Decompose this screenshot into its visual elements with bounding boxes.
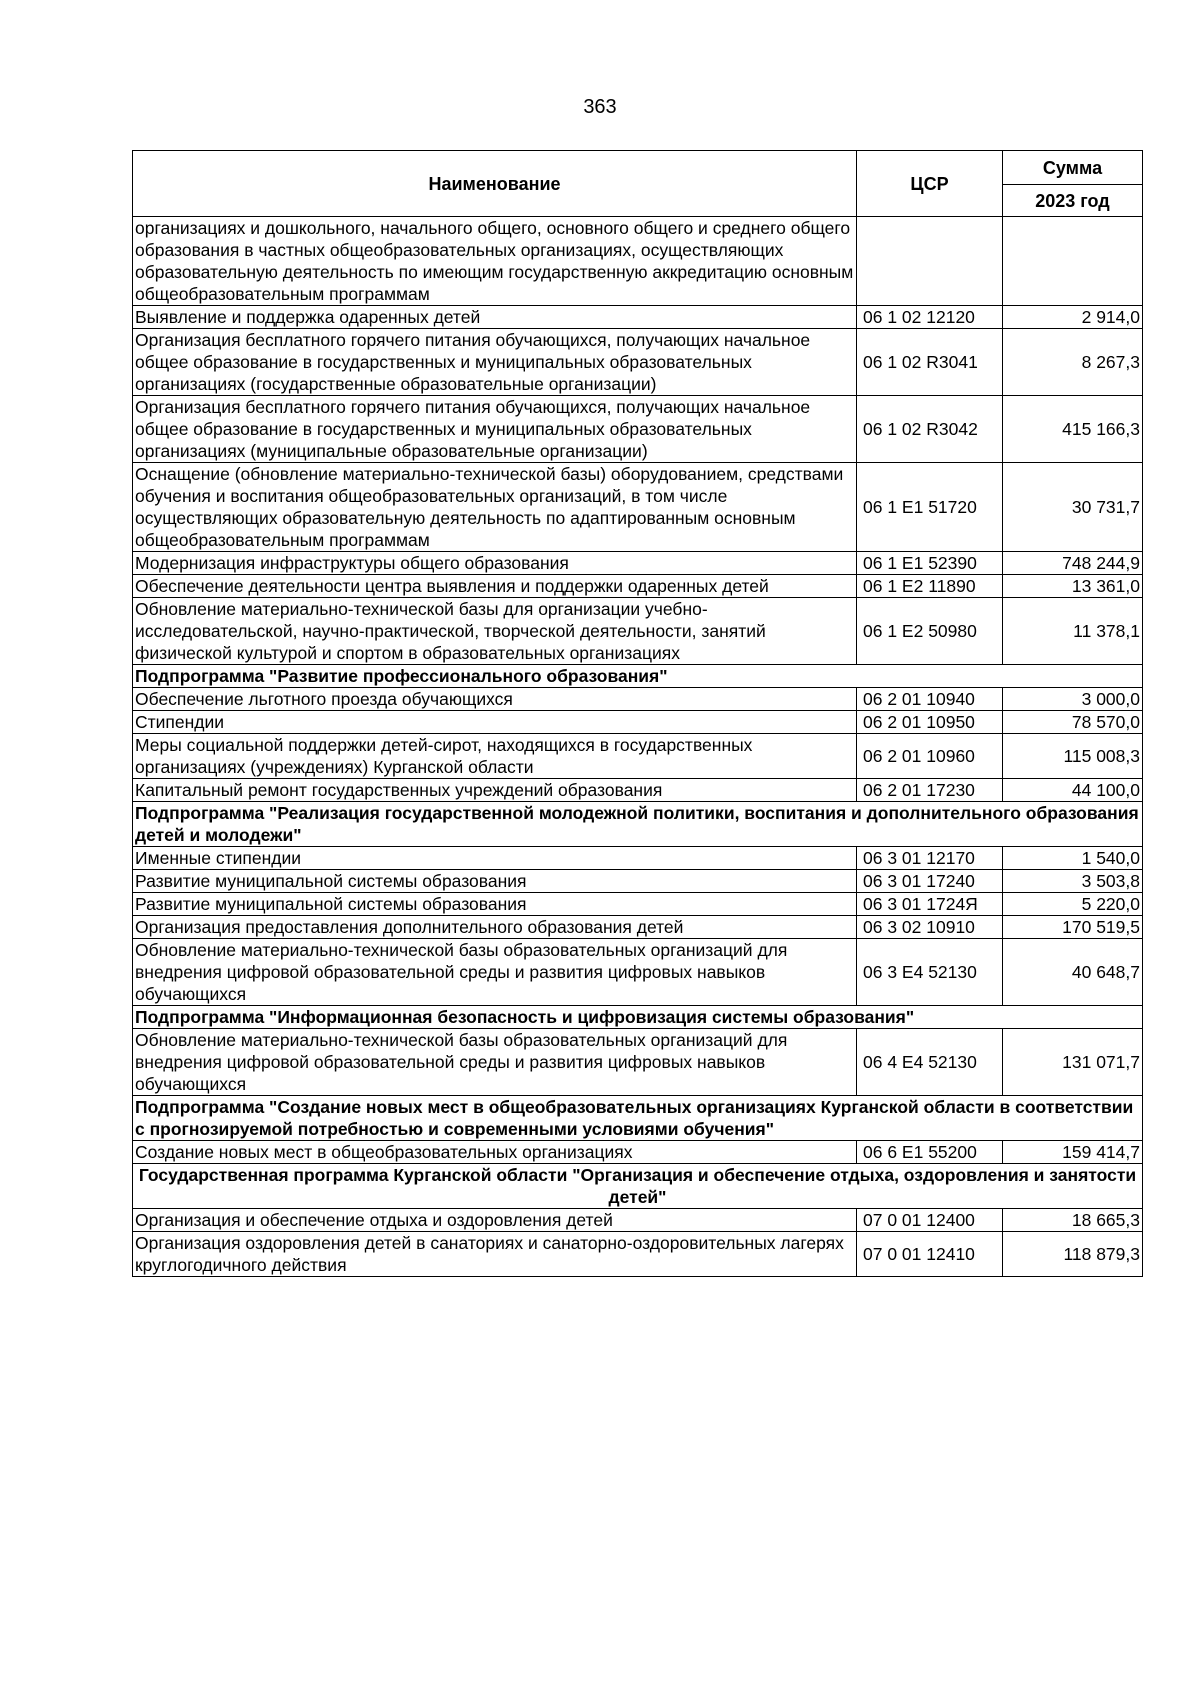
table-row	[133, 217, 1143, 306]
table-row	[133, 688, 1143, 711]
table-row	[133, 306, 1143, 329]
program-title: Государственная программа Курганской области "Организация и обеспечение отдыха, оздоровления и занятости детей"	[133, 1164, 1143, 1209]
row-csr: 06 3 01 17240	[857, 870, 1003, 893]
table-row	[133, 893, 1143, 916]
row-csr: 06 2 01 10940	[857, 688, 1003, 711]
row-sum: 13 361,0	[1003, 575, 1143, 598]
row-name: Обеспечение льготного проезда обучающихся	[133, 688, 857, 711]
row-sum: 8 267,3	[1003, 329, 1143, 396]
row-sum: 40 648,7	[1003, 939, 1143, 1006]
row-csr: 06 1 E2 50980	[857, 598, 1003, 665]
row-csr: 06 1 02 12120	[857, 306, 1003, 329]
row-sum: 131 071,7	[1003, 1029, 1143, 1096]
row-name: Обновление материально-технической базы для организации учебно-исследовательской, научно-практической, творческой деятельности, занятий физической культурой и спортом в образовательных организациях	[133, 598, 857, 665]
row-csr: 06 1 02 R3041	[857, 329, 1003, 396]
table-row	[133, 847, 1143, 870]
row-sum: 11 378,1	[1003, 598, 1143, 665]
table-row	[133, 870, 1143, 893]
table-row	[133, 916, 1143, 939]
row-csr: 06 2 01 10950	[857, 711, 1003, 734]
subprogram-row	[133, 1096, 1143, 1141]
row-name: Развитие муниципальной системы образования	[133, 893, 857, 916]
row-name: Капитальный ремонт государственных учреждений образования	[133, 779, 857, 802]
row-sum	[1003, 217, 1143, 306]
row-sum: 78 570,0	[1003, 711, 1143, 734]
row-name: Выявление и поддержка одаренных детей	[133, 306, 857, 329]
row-name: Оснащение (обновление материально-технической базы) оборудованием, средствами обучения и воспитания общеобразовательных организаций, в том числе осуществляющих образовательную деятельность по адаптированным основным общеобразовательным программам	[133, 463, 857, 552]
row-sum: 2 914,0	[1003, 306, 1143, 329]
program-row	[133, 1164, 1143, 1209]
table-row	[133, 552, 1143, 575]
subprogram-title: Подпрограмма "Создание новых мест в общеобразовательных организациях Курганской области в соответствии с прогнозируемой потребностью и современными условиями обучения"	[133, 1096, 1143, 1141]
row-name: Организация бесплатного горячего питания обучающихся, получающих начальное общее образование в государственных и муниципальных образовательных организациях (государственные образовательные организации)	[133, 329, 857, 396]
row-name: Модернизация инфраструктуры общего образования	[133, 552, 857, 575]
subprogram-row	[133, 1006, 1143, 1029]
row-name: Организация предоставления дополнительного образования детей	[133, 916, 857, 939]
row-name: Стипендии	[133, 711, 857, 734]
row-csr: 06 3 01 1724Я	[857, 893, 1003, 916]
row-csr: 06 1 02 R3042	[857, 396, 1003, 463]
table-row	[133, 1209, 1143, 1232]
row-csr: 06 6 E1 55200	[857, 1141, 1003, 1164]
row-sum: 415 166,3	[1003, 396, 1143, 463]
row-csr	[857, 217, 1003, 306]
row-csr: 06 1 E2 11890	[857, 575, 1003, 598]
row-name: Обновление материально-технической базы образовательных организаций для внедрения цифровой образовательной среды и развития цифровых навыков обучающихся	[133, 939, 857, 1006]
header-sum: Сумма	[1003, 151, 1143, 185]
row-csr: 06 3 E4 52130	[857, 939, 1003, 1006]
row-csr: 07 0 01 12410	[857, 1232, 1003, 1277]
row-sum: 159 414,7	[1003, 1141, 1143, 1164]
subprogram-title: Подпрограмма "Реализация государственной молодежной политики, воспитания и дополнительного образования детей и молодежи"	[133, 802, 1143, 847]
table-row	[133, 329, 1143, 396]
table-row	[133, 598, 1143, 665]
row-sum: 1 540,0	[1003, 847, 1143, 870]
row-name: Организация бесплатного горячего питания обучающихся, получающих начальное общее образование в государственных и муниципальных образовательных организациях (муниципальные образовательные организации)	[133, 396, 857, 463]
row-sum: 170 519,5	[1003, 916, 1143, 939]
table-row	[133, 1029, 1143, 1096]
table-row	[133, 779, 1143, 802]
table-row	[133, 939, 1143, 1006]
row-sum: 115 008,3	[1003, 734, 1143, 779]
row-csr: 06 4 E4 52130	[857, 1029, 1003, 1096]
row-sum: 18 665,3	[1003, 1209, 1143, 1232]
table-body	[133, 217, 1143, 1277]
table-row	[133, 711, 1143, 734]
row-name: Обеспечение деятельности центра выявления и поддержки одаренных детей	[133, 575, 857, 598]
table-row	[133, 396, 1143, 463]
subprogram-row	[133, 665, 1143, 688]
row-csr: 06 2 01 10960	[857, 734, 1003, 779]
row-sum: 118 879,3	[1003, 1232, 1143, 1277]
subprogram-title: Подпрограмма "Информационная безопасность и цифровизация системы образования"	[133, 1006, 1143, 1029]
table-row	[133, 1232, 1143, 1277]
row-csr: 06 3 02 10910	[857, 916, 1003, 939]
row-sum: 30 731,7	[1003, 463, 1143, 552]
budget-table	[132, 150, 1143, 1277]
row-name: Развитие муниципальной системы образования	[133, 870, 857, 893]
row-csr: 06 1 E1 51720	[857, 463, 1003, 552]
row-name: Меры социальной поддержки детей-сирот, находящихся в государственных организациях (учреждениях) Курганской области	[133, 734, 857, 779]
header-year: 2023 год	[1003, 185, 1143, 217]
table-row	[133, 463, 1143, 552]
table-row	[133, 1141, 1143, 1164]
row-csr: 06 1 E1 52390	[857, 552, 1003, 575]
page-number: 363	[583, 96, 617, 118]
row-name: организациях и дошкольного, начального общего, основного общего и среднего общего образования в частных общеобразовательных организациях, осуществляющих образовательную деятельность по имеющим государственную аккредитацию основным общеобразовательным программам	[133, 217, 857, 306]
row-csr: 06 2 01 17230	[857, 779, 1003, 802]
row-name: Организация и обеспечение отдыха и оздоровления детей	[133, 1209, 857, 1232]
row-sum: 748 244,9	[1003, 552, 1143, 575]
row-sum: 44 100,0	[1003, 779, 1143, 802]
row-name: Организация оздоровления детей в санаториях и санаторно-оздоровительных лагерях круглогодичного действия	[133, 1232, 857, 1277]
row-sum: 3 503,8	[1003, 870, 1143, 893]
row-name: Создание новых мест в общеобразовательных организациях	[133, 1141, 857, 1164]
row-csr: 07 0 01 12400	[857, 1209, 1003, 1232]
subprogram-row	[133, 802, 1143, 847]
row-name: Обновление материально-технической базы образовательных организаций для внедрения цифровой образовательной среды и развития цифровых навыков обучающихся	[133, 1029, 857, 1096]
header-csr: ЦСР	[857, 151, 1003, 217]
table-row	[133, 734, 1143, 779]
subprogram-title: Подпрограмма "Развитие профессионального образования"	[133, 665, 1143, 688]
row-csr: 06 3 01 12170	[857, 847, 1003, 870]
row-sum: 3 000,0	[1003, 688, 1143, 711]
table-row	[133, 575, 1143, 598]
row-name: Именные стипендии	[133, 847, 857, 870]
header-name: Наименование	[133, 151, 857, 217]
row-sum: 5 220,0	[1003, 893, 1143, 916]
